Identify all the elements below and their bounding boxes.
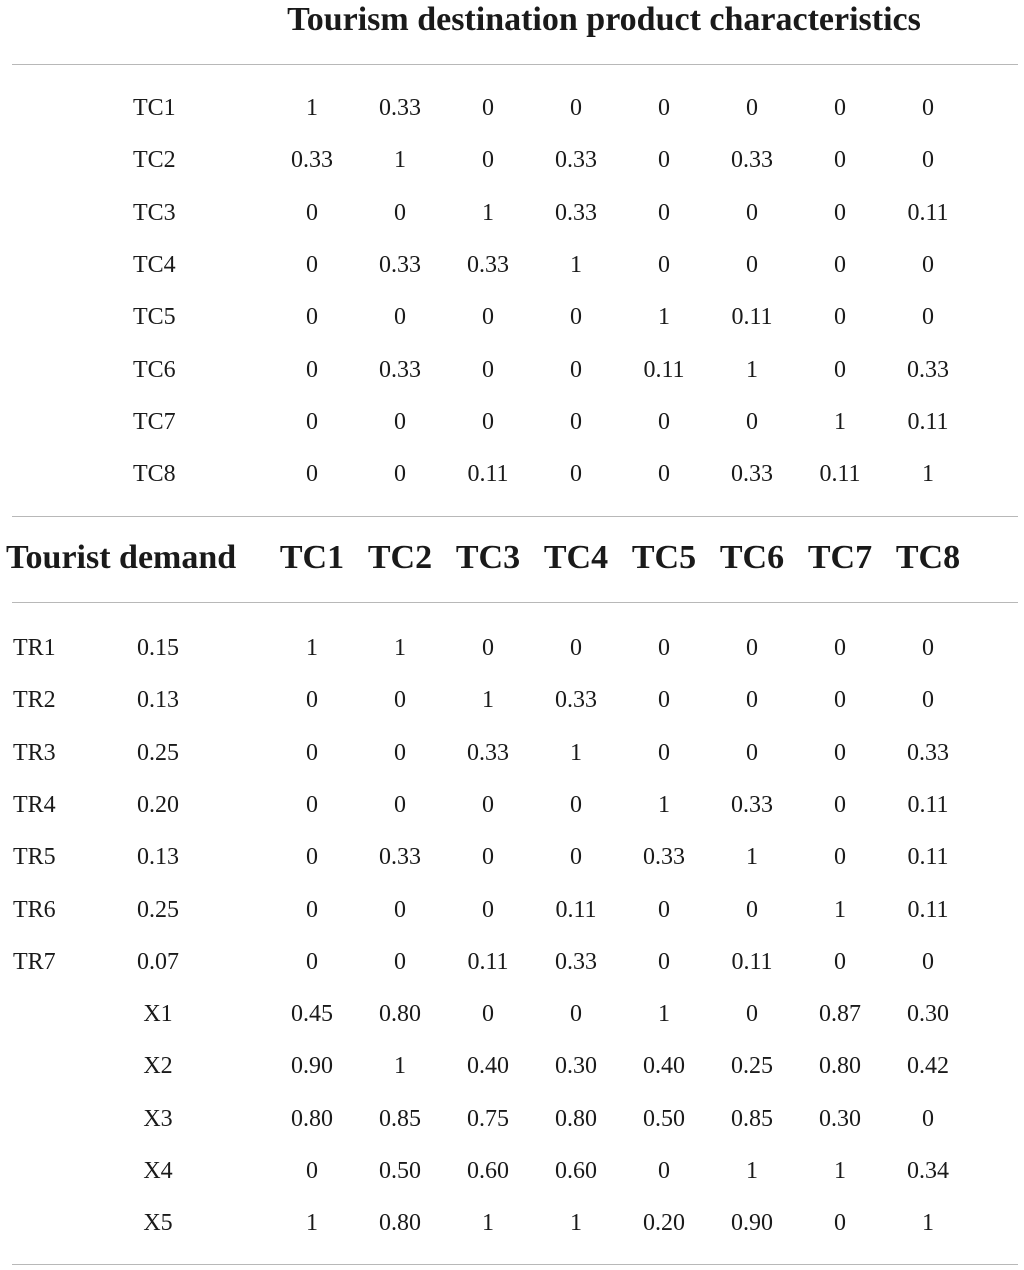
matrix-cell: 0.42 (907, 1053, 949, 1080)
alternative-label: X3 (143, 1105, 173, 1132)
matrix-cell: 0.11 (819, 461, 861, 488)
matrix-cell: 0 (922, 948, 934, 975)
correlation-row (0, 187, 1024, 239)
matrix-cell: 0.80 (379, 1001, 421, 1028)
row-label: TC2 (133, 147, 176, 174)
matrix-cell: 0.75 (467, 1105, 509, 1132)
row-label: TC4 (133, 251, 176, 278)
matrix-cell: 0 (394, 304, 406, 331)
matrix-cell: 0 (746, 408, 758, 435)
matrix-cell: 0 (834, 791, 846, 818)
demand-weight: 0.07 (137, 948, 179, 975)
matrix-cell: 1 (834, 896, 846, 923)
matrix-cell: 0.87 (819, 1001, 861, 1028)
matrix-cell: 0.11 (643, 356, 685, 383)
matrix-cell: 0.11 (907, 199, 949, 226)
column-header: TC5 (631, 539, 697, 576)
matrix-cell: 1 (306, 95, 318, 121)
matrix-cell: 0 (306, 844, 318, 871)
demand-row (0, 779, 1024, 831)
matrix-cell: 1 (658, 1001, 670, 1028)
matrix-cell: 0 (306, 408, 318, 435)
matrix-cell: 0.11 (907, 791, 949, 818)
matrix-cell: 0.33 (379, 356, 421, 383)
matrix-cell: 1 (570, 1210, 582, 1237)
matrix-cell: 0 (570, 461, 582, 488)
matrix-cell: 0 (570, 408, 582, 435)
matrix-cell: 1 (482, 1210, 494, 1237)
matrix-cell: 0 (482, 95, 494, 121)
matrix-cell: 0.40 (467, 1053, 509, 1080)
matrix-cell: 0.20 (643, 1210, 685, 1237)
alternative-label: X4 (143, 1158, 173, 1184)
alternative-label: X2 (143, 1053, 173, 1080)
demand-weight: 0.13 (137, 687, 179, 714)
matrix-cell: 0 (922, 635, 934, 661)
matrix-cell: 0 (306, 791, 318, 818)
matrix-cell: 0 (658, 461, 670, 488)
matrix-cell: 0.33 (907, 739, 949, 766)
matrix-cell: 1 (922, 1210, 934, 1237)
column-header: TC7 (807, 539, 873, 576)
alternative-row (0, 1040, 1024, 1092)
matrix-cell: 0.11 (731, 304, 773, 331)
matrix-cell: 0 (834, 147, 846, 174)
demand-row (0, 831, 1024, 883)
matrix-cell: 0 (658, 95, 670, 121)
row-label: TC1 (133, 95, 176, 121)
correlation-row (0, 82, 1024, 134)
relationship-header-row (0, 531, 1024, 585)
matrix-cell: 0 (658, 408, 670, 435)
matrix-cell: 0.11 (731, 948, 773, 975)
row-label: TC5 (133, 304, 176, 331)
matrix-cell: 0 (658, 1158, 670, 1184)
matrix-cell: 0 (570, 1001, 582, 1028)
row-label: TC3 (133, 199, 176, 226)
matrix-cell: 0 (834, 356, 846, 383)
matrix-cell: 0.33 (379, 844, 421, 871)
matrix-cell: 0 (394, 948, 406, 975)
matrix-cell: 0 (306, 304, 318, 331)
matrix-cell: 0 (482, 147, 494, 174)
demand-label: TR1 (13, 635, 56, 661)
alternative-row (0, 1093, 1024, 1145)
correlation-row (0, 396, 1024, 448)
demand-weight: 0.15 (137, 635, 179, 661)
matrix-cell: 0 (746, 687, 758, 714)
correlation-row (0, 344, 1024, 396)
matrix-cell: 0 (306, 896, 318, 923)
row-label: TC7 (133, 408, 176, 435)
matrix-cell: 0 (834, 687, 846, 714)
matrix-cell: 1 (658, 791, 670, 818)
demand-row (0, 936, 1024, 988)
alternative-row (0, 988, 1024, 1040)
matrix-cell: 0.33 (907, 356, 949, 383)
matrix-cell: 0.45 (291, 1001, 333, 1028)
matrix-cell: 0 (834, 844, 846, 871)
matrix-cell: 0 (394, 408, 406, 435)
matrix-cell: 0 (570, 844, 582, 871)
matrix-cell: 0 (482, 1001, 494, 1028)
matrix-cell: 0 (306, 461, 318, 488)
matrix-cell: 0 (306, 948, 318, 975)
demand-weight: 0.13 (137, 844, 179, 871)
matrix-cell: 0 (306, 1158, 318, 1184)
matrix-cell: 0 (922, 147, 934, 174)
matrix-cell: 1 (834, 1158, 846, 1184)
matrix-cell: 0 (834, 304, 846, 331)
matrix-cell: 0.33 (731, 791, 773, 818)
matrix-cell: 0.33 (467, 251, 509, 278)
middle-rule (12, 516, 1018, 517)
matrix-cell: 0 (922, 251, 934, 278)
matrix-cell: 1 (658, 304, 670, 331)
matrix-cell: 1 (746, 1158, 758, 1184)
column-header: TC1 (279, 539, 345, 576)
matrix-cell: 0.11 (555, 896, 597, 923)
matrix-cell: 0 (306, 356, 318, 383)
demand-label: TR4 (13, 791, 56, 818)
matrix-cell: 1 (394, 635, 406, 661)
correlation-row (0, 448, 1024, 500)
matrix-cell: 0.50 (643, 1105, 685, 1132)
matrix-cell: 1 (482, 687, 494, 714)
matrix-cell: 0 (482, 635, 494, 661)
matrix-cell: 0 (922, 95, 934, 121)
column-header: TC2 (367, 539, 433, 576)
column-header: TC4 (543, 539, 609, 576)
demand-label: TR2 (13, 687, 56, 714)
matrix-cell: 0 (658, 251, 670, 278)
matrix-cell: 0 (746, 95, 758, 121)
matrix-cell: 0.80 (555, 1105, 597, 1132)
matrix-cell: 0 (746, 635, 758, 661)
demand-weight: 0.25 (137, 739, 179, 766)
column-header: TC6 (719, 539, 785, 576)
matrix-cell: 0 (658, 147, 670, 174)
matrix-cell: 0 (834, 739, 846, 766)
page-title: Tourism destination product characteristics (287, 1, 921, 38)
matrix-cell: 0 (834, 635, 846, 661)
matrix-cell: 0.33 (731, 147, 773, 174)
matrix-cell: 0.85 (379, 1105, 421, 1132)
matrix-cell: 0 (482, 844, 494, 871)
demand-weight: 0.20 (137, 791, 179, 818)
matrix-cell: 0 (922, 687, 934, 714)
matrix-cell: 0.33 (555, 199, 597, 226)
matrix-cell: 0 (834, 251, 846, 278)
matrix-cell: 0.80 (379, 1210, 421, 1237)
demand-weight: 0.25 (137, 896, 179, 923)
demand-row (0, 674, 1024, 726)
matrix-cell: 0 (658, 739, 670, 766)
demand-label: TR5 (13, 844, 56, 871)
matrix-cell: 0.90 (291, 1053, 333, 1080)
matrix-cell: 0 (306, 687, 318, 714)
matrix-cell: 0 (746, 896, 758, 923)
matrix-cell: 0.30 (819, 1105, 861, 1132)
alternative-row (0, 1197, 1024, 1249)
matrix-cell: 0 (658, 948, 670, 975)
matrix-cell: 0 (482, 408, 494, 435)
matrix-cell: 0.60 (467, 1158, 509, 1184)
matrix-cell: 0.33 (555, 687, 597, 714)
matrix-cell: 0 (570, 95, 582, 121)
matrix-cell: 0 (658, 687, 670, 714)
matrix-cell: 0.50 (379, 1158, 421, 1184)
bottom-rule (12, 1264, 1018, 1265)
matrix-cell: 0 (482, 791, 494, 818)
matrix-cell: 0 (394, 896, 406, 923)
demand-row (0, 727, 1024, 779)
row-label: TC6 (133, 356, 176, 383)
column-header: TC8 (895, 539, 961, 576)
matrix-cell: 0.33 (555, 147, 597, 174)
matrix-cell: 0.25 (731, 1053, 773, 1080)
demand-row (0, 622, 1024, 674)
matrix-cell: 0 (746, 251, 758, 278)
matrix-cell: 0.80 (291, 1105, 333, 1132)
matrix-cell: 0 (746, 199, 758, 226)
matrix-cell: 0 (482, 356, 494, 383)
matrix-cell: 0 (834, 95, 846, 121)
demand-label: TR6 (13, 896, 56, 923)
matrix-cell: 0.60 (555, 1158, 597, 1184)
matrix-cell: 0.90 (731, 1210, 773, 1237)
row-label: TC8 (133, 461, 176, 488)
matrix-cell: 0 (394, 199, 406, 226)
matrix-cell: 0.33 (643, 844, 685, 871)
matrix-cell: 0.33 (467, 739, 509, 766)
matrix-cell: 0.34 (907, 1158, 949, 1184)
matrix-cell: 0.11 (467, 461, 509, 488)
alternative-label: X5 (143, 1210, 173, 1237)
matrix-cell: 0 (834, 1210, 846, 1237)
matrix-cell: 0.11 (907, 896, 949, 923)
matrix-cell: 0 (922, 1105, 934, 1132)
matrix-cell: 0.30 (907, 1001, 949, 1028)
matrix-cell: 1 (922, 461, 934, 488)
matrix-cell: 1 (834, 408, 846, 435)
matrix-cell: 0 (834, 948, 846, 975)
matrix-cell: 0 (394, 461, 406, 488)
column-header: TC3 (455, 539, 521, 576)
header-rule (12, 602, 1018, 603)
matrix-cell: 0 (746, 1001, 758, 1028)
matrix-cell: 0.11 (907, 844, 949, 871)
matrix-cell: 1 (482, 199, 494, 226)
matrix-cell: 0 (306, 739, 318, 766)
demand-label: TR7 (13, 948, 56, 975)
matrix-cell: 0 (570, 791, 582, 818)
matrix-cell: 0 (746, 739, 758, 766)
matrix-cell: 0.11 (467, 948, 509, 975)
matrix-cell: 0 (394, 687, 406, 714)
matrix-cell: 0.33 (731, 461, 773, 488)
matrix-cell: 0.33 (291, 147, 333, 174)
matrix-cell: 1 (570, 251, 582, 278)
matrix-cell: 1 (570, 739, 582, 766)
alternative-row (0, 1145, 1024, 1197)
demand-row (0, 884, 1024, 936)
matrix-cell: 0 (482, 304, 494, 331)
matrix-cell: 0 (922, 304, 934, 331)
matrix-cell: 0 (306, 199, 318, 226)
matrix-cell: 0 (570, 635, 582, 661)
demand-label: TR3 (13, 739, 56, 766)
matrix-cell: 0 (658, 199, 670, 226)
matrix-cell: 1 (306, 635, 318, 661)
matrix-cell: 0.11 (907, 408, 949, 435)
matrix-cell: 0 (834, 199, 846, 226)
matrix-cell: 0 (570, 304, 582, 331)
correlation-row (0, 291, 1024, 343)
matrix-cell: 0 (570, 356, 582, 383)
matrix-cell: 1 (306, 1210, 318, 1237)
matrix-cell: 0 (482, 896, 494, 923)
matrix-cell: 1 (746, 356, 758, 383)
matrix-cell: 0.40 (643, 1053, 685, 1080)
matrix-cell: 0.33 (555, 948, 597, 975)
matrix-cell: 0.85 (731, 1105, 773, 1132)
matrix-cell: 0 (658, 635, 670, 661)
correlation-row (0, 239, 1024, 291)
matrix-cell: 0 (306, 251, 318, 278)
tourist-demand-header: Tourist demand (6, 539, 237, 576)
matrix-cell: 0.30 (555, 1053, 597, 1080)
matrix-cell: 0.80 (819, 1053, 861, 1080)
matrix-cell: 1 (394, 147, 406, 174)
matrix-cell: 0.33 (379, 95, 421, 121)
matrix-cell: 1 (746, 844, 758, 871)
matrix-cell: 0.33 (379, 251, 421, 278)
matrix-cell: 0 (658, 896, 670, 923)
matrix-cell: 1 (394, 1053, 406, 1080)
correlation-row (0, 134, 1024, 186)
top-rule (12, 64, 1018, 65)
matrix-cell: 0 (394, 739, 406, 766)
matrix-cell: 0 (394, 791, 406, 818)
alternative-label: X1 (143, 1001, 173, 1028)
